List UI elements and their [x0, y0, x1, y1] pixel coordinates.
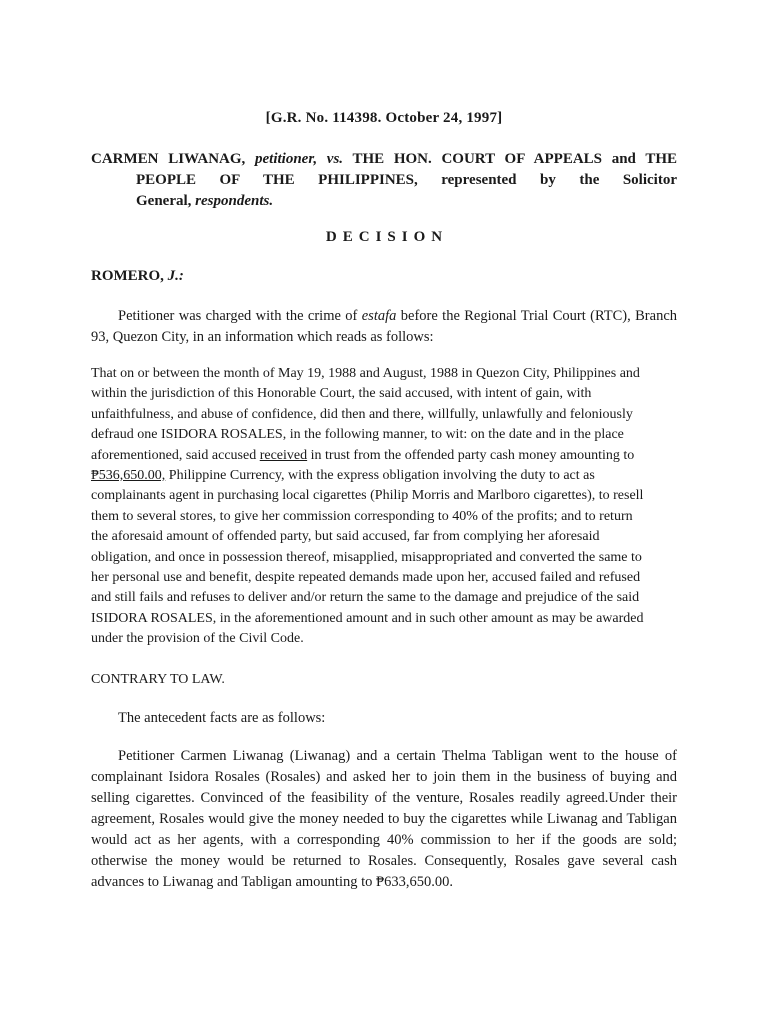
opening-paragraph [91, 306, 677, 348]
respondents-line-3: General, [136, 193, 192, 209]
caption-line-3 [136, 193, 273, 209]
contrary-to-law: CONTRARY TO LAW. [91, 672, 225, 687]
case-number: [G.R. No. 114398. October 24, 1997] [265, 110, 503, 126]
ponente-title: J.: [167, 268, 184, 284]
opening-text: Petitioner was charged with the crime of [118, 308, 358, 324]
ponente [91, 268, 184, 285]
case-caption [91, 149, 677, 212]
caption-line-1 [91, 149, 677, 170]
decision-heading: DECISION [325, 229, 449, 245]
respondents-role: respondents. [195, 193, 274, 209]
information-quote [91, 364, 651, 650]
petitioner-name: CARMEN LIWANAG, [91, 151, 246, 167]
opening-text-cont: before the Regional Trial Court (RTC), Branch 93, Quezon City, in an information which reads as follows: [91, 308, 678, 345]
facts-paragraph: Petitioner Carmen Liwanag (Liwanag) and a certain Thelma Tabligan went to the house of complainant Isidora Rosales (Rosales) and asked her to join them in the business of buying and selling cigarettes. Convinced of the feasibility of the venture, Rosales readily agreed.Under their agreement, Rosales would give the money needed to buy the cigarettes while Liwanag and Tabligan would act as her agents, with a corresponding 40% commission to her if the goods are sold; otherwise the money would be returned to Rosales. Consequently, Rosales gave several cash advances to Liwanag and Tabligan amounting to ₱633,650.00. [91, 748, 677, 890]
petitioner-role: petitioner, vs. [255, 151, 344, 167]
amount-underlined: ₱536,650.00, [91, 468, 166, 484]
information-text-1: That on or between the month of May 19, 1988 and August, 1988 in Quezon City, Philippines and within the jurisdiction of this Honorable Court, the said accused, with intent of gain, with unfaithfulness, and abuse of confidence, did then and there, willfully, unlawfully and feloniously defraud one ISIDORA ROSALES, in the following manner, to wit: on the date and in the place aforementioned, said accused [91, 366, 640, 463]
received-underlined: received [259, 447, 308, 463]
respondents-line-2: PEOPLE OF THE PHILIPPINES, represented by the Solicitor [136, 172, 677, 188]
information-text-3: Philippine Currency, with the express obligation involving the duty to act as complainants agent in purchasing local cigarettes (Philip Morris and Marlboro cigarettes), to resell them to several stores, to give her commission corresponding to 40% of the profits; and to return the aforesaid amount of offended party, but said accused, far from complying her aforesaid obligation, and once in possession thereof, misapplied, misappropriated and converted the same to her personal use and benefit, despite repeated demands made upon her, accused failed and refused and still fails and refuses to deliver and/or return the same to the damage and prejudice of the said ISIDORA ROSALES, in the aforementioned amount and in such other amount as may be awarded under the provision of the Civil Code. [91, 468, 644, 647]
caption-indented-lines [91, 170, 677, 212]
antecedent-intro: The antecedent facts are as follows: [118, 710, 326, 726]
respondents-line-1: THE HON. COURT OF APPEALS and THE [352, 151, 677, 167]
estafa-term: estafa [361, 308, 397, 324]
information-text-2: in trust from the offended party cash money amounting to [310, 447, 635, 463]
ponente-name: ROMERO, [91, 268, 164, 284]
